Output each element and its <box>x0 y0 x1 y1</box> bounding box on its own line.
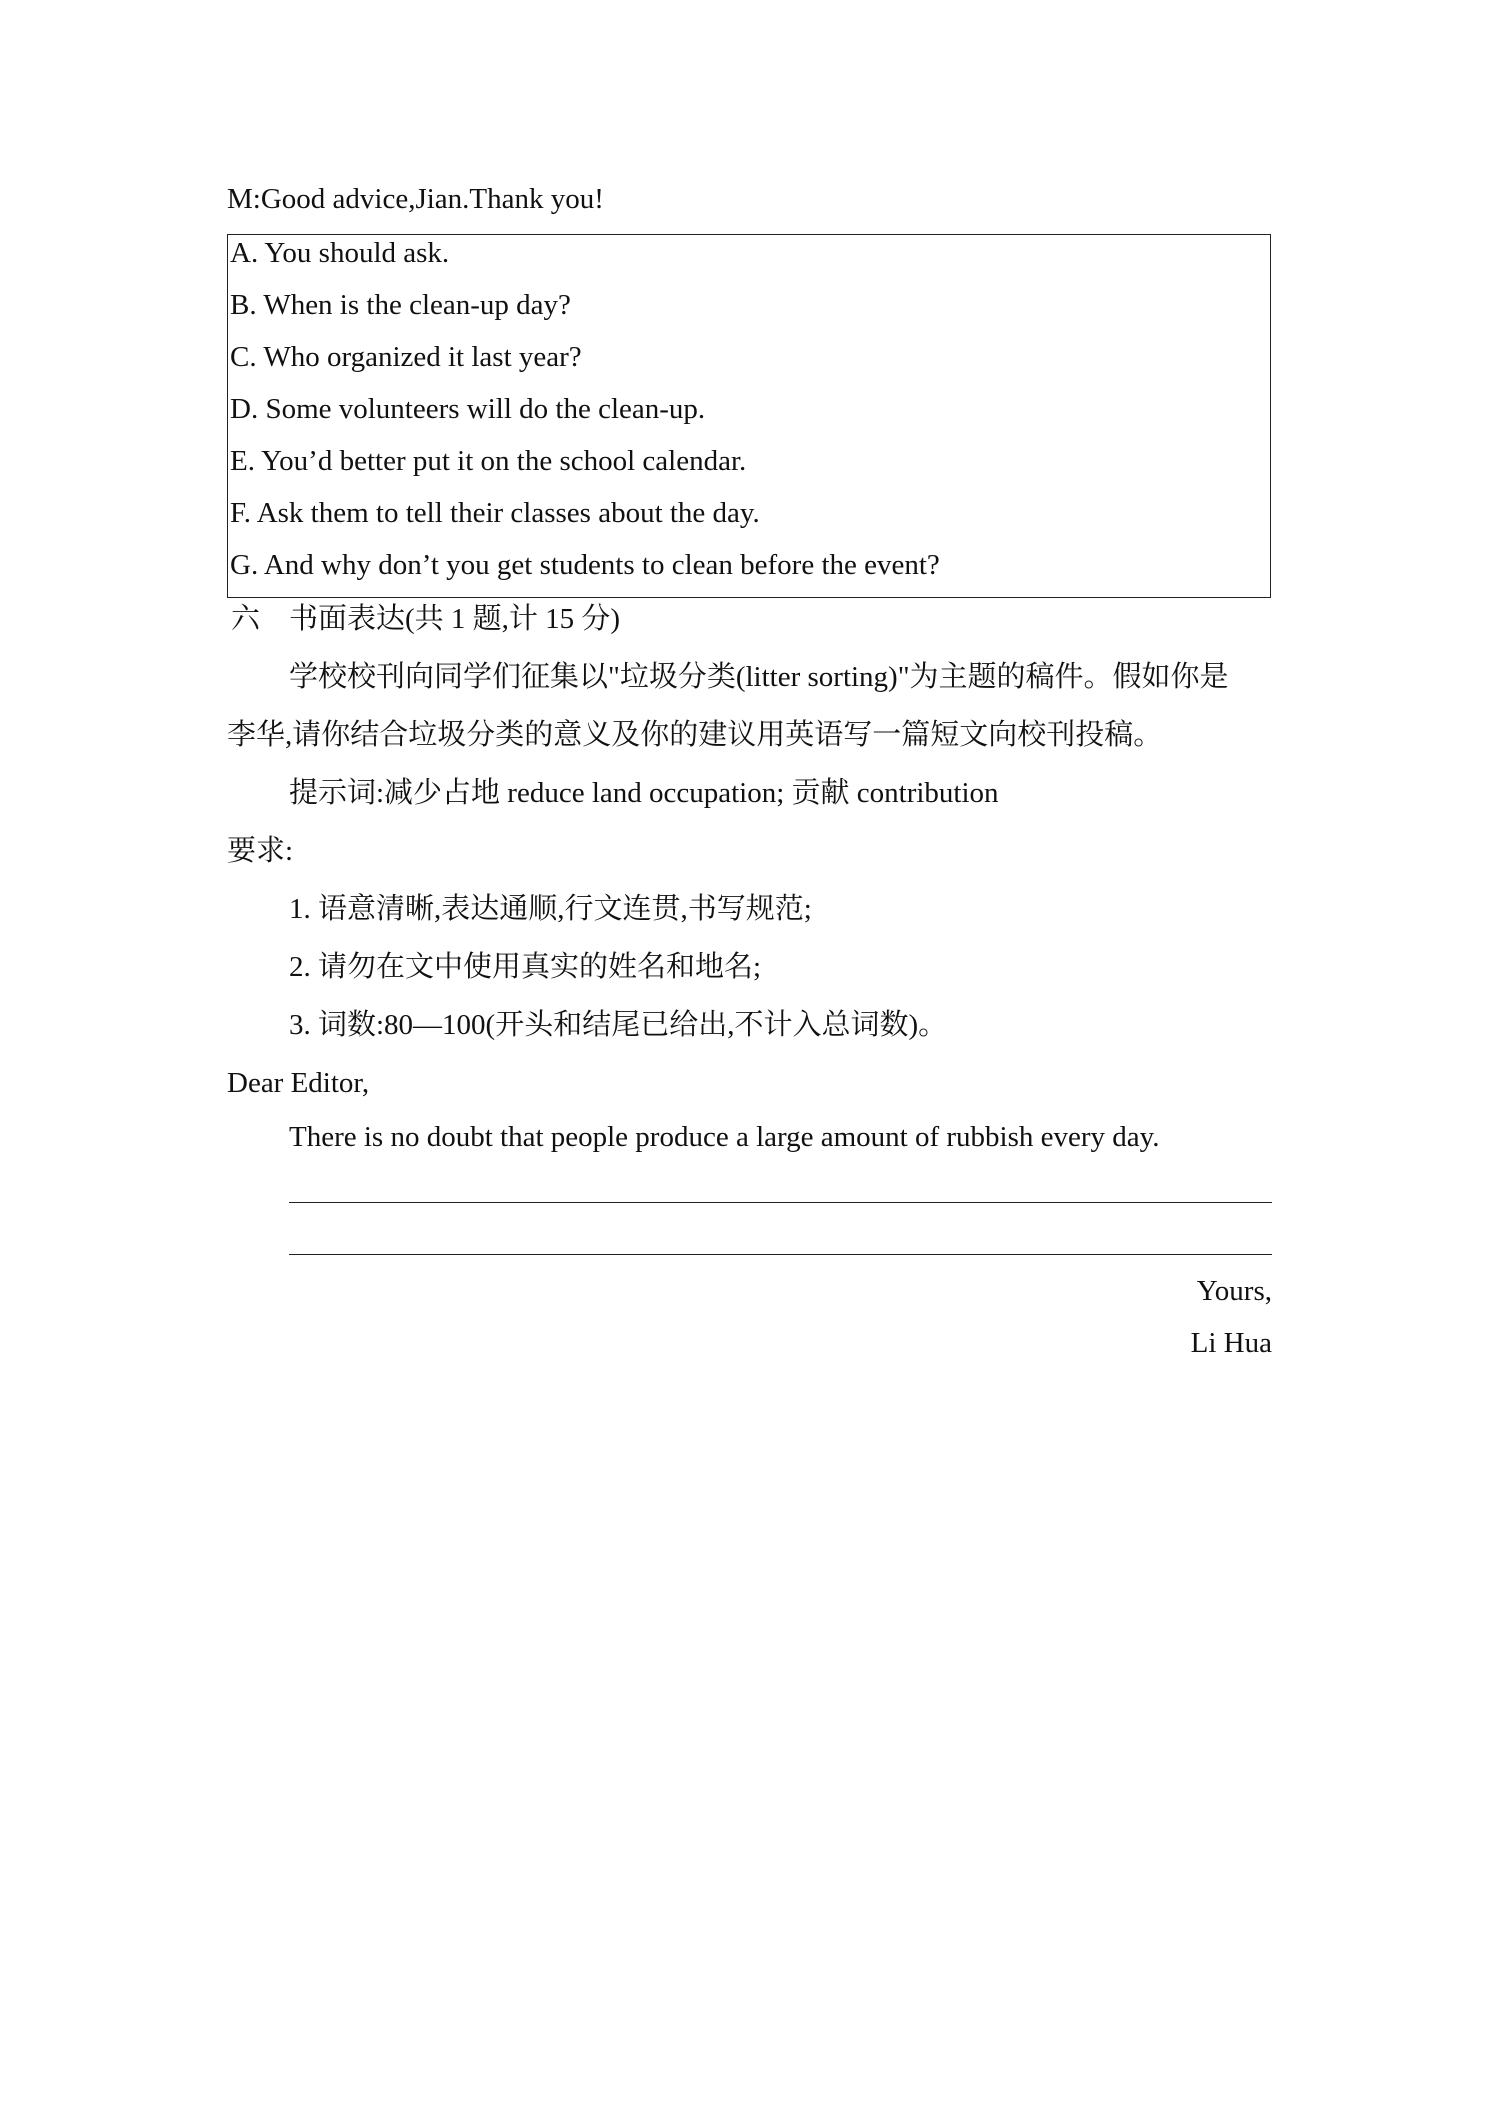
option-a: A. You should ask. <box>230 237 450 269</box>
option-c: C. Who organized it last year? <box>230 341 582 373</box>
options-box <box>227 234 1271 598</box>
section-title: 书面表达(共 1 题,计 15 分) <box>289 603 621 635</box>
option-e: E. You’d better put it on the school calendar. <box>230 445 747 477</box>
letter-opening: There is no doubt that people produce a large amount of rubbish every day. <box>289 1121 1160 1153</box>
letter-salutation: Dear Editor, <box>227 1067 370 1099</box>
requirement-2: 2. 请勿在文中使用真实的姓名和地名; <box>289 951 762 983</box>
hint-words: 提示词:减少占地 reduce land occupation; 贡献 contribution <box>289 777 999 809</box>
dialogue-last-line: M:Good advice,Jian.Thank you! <box>227 183 604 215</box>
letter-closing: Yours, <box>1196 1275 1272 1307</box>
prompt-line-1: 学校校刊向同学们征集以"垃圾分类(litter sorting)"为主题的稿件。假如你是 <box>289 661 1229 693</box>
writing-blank-line-1[interactable] <box>289 1202 1272 1203</box>
option-f: F. Ask them to tell their classes about the day. <box>230 497 760 529</box>
requirements-heading: 要求: <box>227 835 294 867</box>
letter-signature: Li Hua <box>1190 1327 1272 1359</box>
section-number: 六 <box>231 603 261 635</box>
writing-blank-line-2[interactable] <box>289 1254 1272 1255</box>
requirement-3: 3. 词数:80—100(开头和结尾已给出,不计入总词数)。 <box>289 1009 948 1041</box>
option-d: D. Some volunteers will do the clean-up. <box>230 393 706 425</box>
prompt-line-2: 李华,请你结合垃圾分类的意义及你的建议用英语写一篇短文向校刊投稿。 <box>227 719 1163 751</box>
option-g: G. And why don’t you get students to clean before the event? <box>230 549 940 581</box>
option-b: B. When is the clean-up day? <box>230 289 571 321</box>
requirement-1: 1. 语意清晰,表达通顺,行文连贯,书写规范; <box>289 893 812 925</box>
